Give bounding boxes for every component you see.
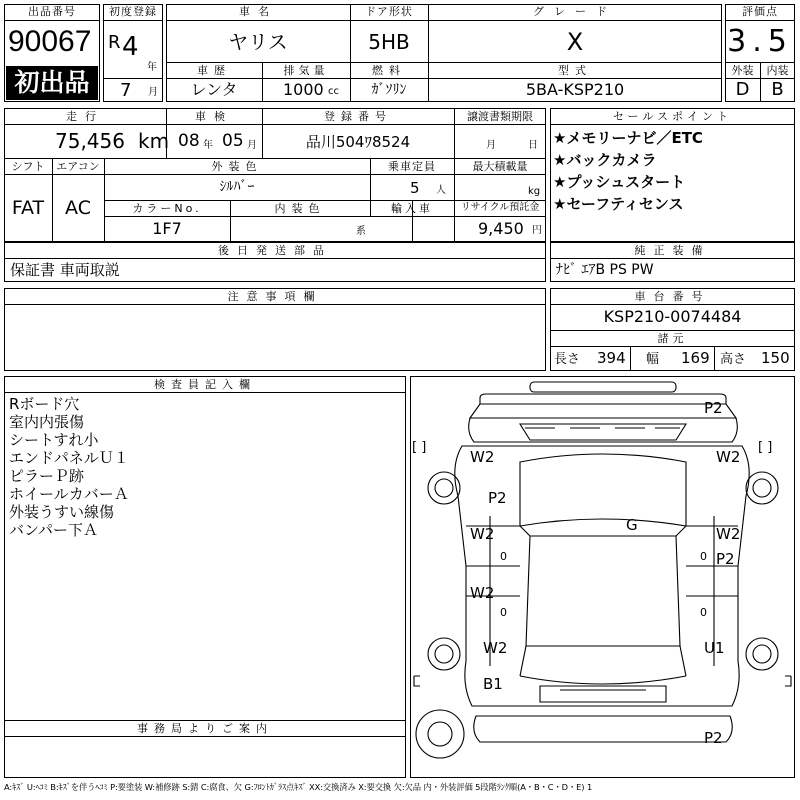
damage-mark: P2 [704,399,723,417]
inspector-note: 室内内張傷 [9,413,85,431]
inspector-note: バンパー下Ａ [9,521,98,539]
inspector-note: ピラーＰ跡 [9,467,85,485]
sales-point-item: ★プッシュスタート [553,173,686,191]
mileage-unit: km [138,129,170,153]
width: 169 [681,349,710,367]
specs-label: 諸元 [657,332,688,345]
score: 3.5 [727,24,793,59]
history-label: 車歴 [197,64,231,77]
fuel: ｶﾞｿﾘﾝ [371,82,407,98]
damage-mark: 0 [500,550,507,563]
inspector-note: ホイールカバーＡ [9,485,129,503]
damage-mark: 0 [700,606,707,619]
equipment-label: 純正装備 [634,244,711,257]
legend: A:ｷｽﾞ U:ﾍｺﾐ B:ｷｽﾞを伴うﾍｺﾐ P:要塗装 W:補修跡 S:錆 C:腐食、欠 G:ﾌﾛﾝﾄｶﾞﾗｽ点ｷｽﾞ XX:交換済み X:要交換 欠:欠品 内・外装評価 5段階ﾗﾝｸ順(A・B・C・D・E) 1 [4,782,593,792]
interior-label: 内装 [766,64,789,77]
damage-mark: W2 [483,639,508,657]
model-label: 型式 [558,64,592,77]
width-label: 幅 [646,352,660,367]
insp-month: 05 [222,131,244,151]
recycle-amount: 9,450 [478,219,524,238]
mileage-label: 走行 [66,110,104,123]
inspector-note: エンドパネルＵ１ [9,449,129,467]
damage-mark: W2 [716,448,741,466]
insp-month-unit: 月 [247,140,257,151]
era: R [108,32,121,53]
transfer-label: 譲渡書類期限 [467,110,533,123]
first-listing-text: 初出品 [14,68,90,97]
ext-color: ｼﾙﾊﾞｰ [219,179,255,195]
mileage: 75,456 [55,129,125,153]
equipment: ﾅﾋﾞ ｴｱB PS PW [556,262,654,278]
fuel-label: 燃料 [372,64,406,77]
seats: 5 [410,179,420,197]
damage-mark: W2 [470,448,495,466]
office-label: 事務局よりご案内 [137,722,273,735]
door-label: ドア形状 [365,5,413,18]
lot-number: 90067 [8,25,92,58]
exterior-grade: D [735,79,750,100]
sales-point-item: ★セーフティセンス [553,195,684,213]
damage-mark: W2 [470,525,495,543]
recycle-unit: 円 [532,225,542,236]
displacement-label: 排気量 [283,64,329,77]
shift: FAT [11,197,45,219]
length-label: 長さ [554,352,581,367]
int-color-label: 内装色 [274,202,326,215]
inspector-label: 検査員記入欄 [154,378,256,391]
ac: AC [65,197,91,219]
insp-year-unit: 年 [203,140,213,151]
damage-mark: [ ] [758,440,773,455]
shift-label: シフト [11,160,45,173]
ac-label: エアコン [56,160,100,173]
damage-mark: P2 [716,550,735,568]
damage-mark: B1 [483,675,503,693]
displacement: 1000 [283,80,324,99]
height-label: 高さ [720,352,747,367]
inspector-note: Rボード穴 [9,395,80,413]
seats-label: 乗車定員 [388,160,436,173]
sales-point-item: ★バックカメラ [553,151,657,169]
damage-mark: P2 [488,489,507,507]
sales-point-item: ★メモリーナビ／ETC [553,129,703,147]
import-label: 輸入車 [391,202,433,215]
later-parts: 保証書 車両取説 [10,261,120,279]
car-name-label: 車名 [239,5,277,18]
grade: X [566,28,584,56]
reg-number: 品川504ﾜ8524 [305,133,411,151]
reg-month: 7 [120,80,132,101]
load-label: 最大積載量 [472,160,528,173]
length: 394 [597,349,626,367]
inspector-note: 外装うすい線傷 [9,503,115,521]
damage-mark: W2 [470,584,495,602]
notes-label: 注意事項欄 [227,290,323,303]
displacement-unit: cc [328,86,339,97]
damage-mark: W2 [716,525,741,543]
exterior-label: 外装 [731,64,754,77]
damage-mark: U1 [704,639,725,657]
lot-number-label: 出品番号 [28,5,76,18]
inspector-note: シートすれ小 [9,431,99,449]
chassis-label: 車台番号 [634,290,711,303]
load-unit: kg [528,186,541,197]
transfer-month-unit: 月 [486,140,496,151]
reg-month-unit: 月 [148,87,158,98]
first-reg-label: 初度登録 [109,5,157,18]
door-type: 5HB [368,30,410,54]
color-no: 1F7 [152,219,182,238]
seats-unit: 人 [436,185,446,196]
damage-mark: P2 [704,729,723,747]
damage-mark: 0 [700,550,707,563]
recycle-label: リサイクル預託金 [460,202,540,213]
car-diagram [410,376,795,778]
inspection-label: 車検 [195,110,233,123]
car-name: ヤリス [228,30,288,54]
interior-grade: B [771,79,784,100]
reg-no-label: 登録番号 [324,110,392,123]
damage-mark: G [626,516,638,534]
transfer-day-unit: 日 [528,140,538,151]
grade-label: グレード [533,5,617,18]
history: レンタ [190,80,238,99]
reg-year: 4 [122,32,139,62]
int-color-suffix: 系 [356,226,366,237]
damage-mark: 0 [500,606,507,619]
model-code: 5BA-KSP210 [525,80,625,99]
chassis-number: KSP210-0074484 [603,307,742,326]
ext-color-label: 外装色 [211,160,263,173]
sales-points-label: セールスポイント [612,110,732,123]
color-no-label: カラーNo. [132,202,202,215]
damage-mark: [ ] [412,440,427,455]
height: 150 [761,349,790,367]
insp-year: 08 [178,131,200,151]
reg-year-unit: 年 [147,62,157,73]
score-label: 評価点 [742,5,778,18]
later-parts-label: 後日発送部品 [218,244,332,257]
